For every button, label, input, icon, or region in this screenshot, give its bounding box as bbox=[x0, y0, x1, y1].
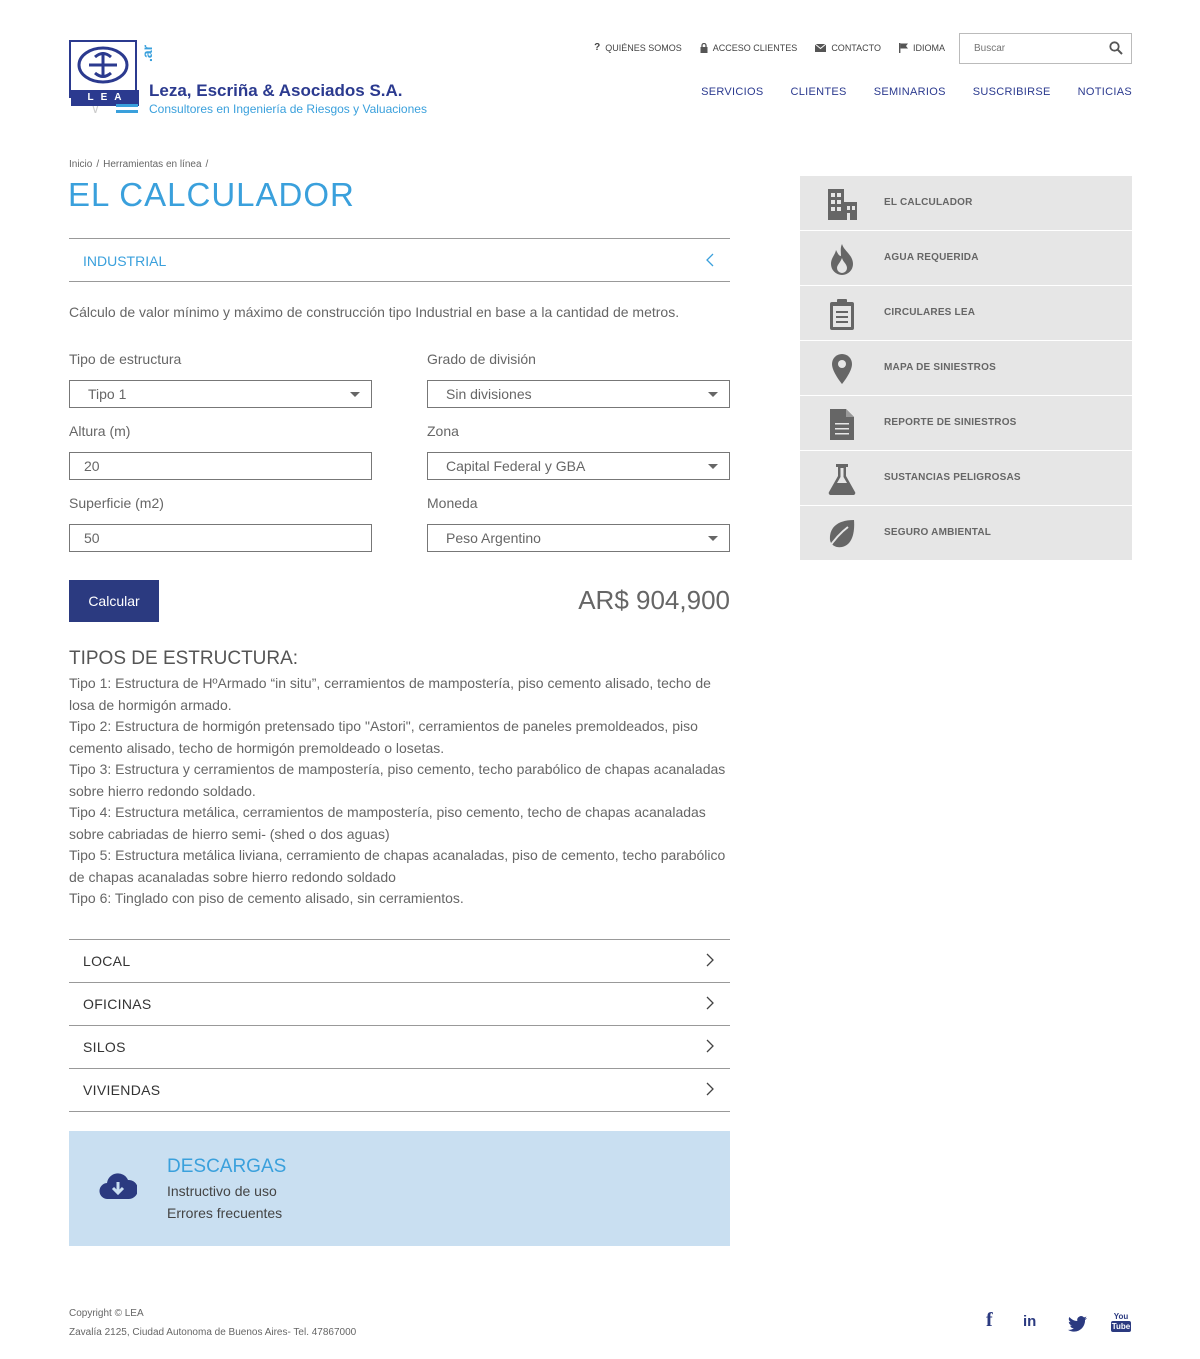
tools-sidebar bbox=[800, 176, 1132, 561]
cloud-download-icon bbox=[99, 1171, 137, 1201]
sidebar-item-label: AGUA REQUERIDA bbox=[884, 252, 979, 263]
tipo-estructura-select[interactable] bbox=[69, 380, 372, 408]
map-pin-icon bbox=[826, 353, 858, 385]
nav-noticias[interactable]: NOTICIAS bbox=[1077, 86, 1132, 98]
calculation-result: AR$ 904,900 bbox=[578, 585, 730, 615]
nav-servicios[interactable]: SERVICIOS bbox=[701, 86, 764, 98]
select-value: Capital Federal y GBA bbox=[446, 458, 586, 474]
accordion-oficinas[interactable] bbox=[69, 982, 730, 1025]
sidebar-item-label: EL CALCULADOR bbox=[884, 197, 973, 208]
accordion-label: LOCAL bbox=[83, 953, 131, 969]
document-icon bbox=[826, 408, 858, 440]
sidebar-item-sustancias[interactable] bbox=[800, 451, 1132, 506]
sidebar-item-label: REPORTE DE SINIESTROS bbox=[884, 417, 1017, 428]
divider bbox=[69, 1111, 730, 1112]
sidebar-item-mapa-siniestros[interactable] bbox=[800, 341, 1132, 396]
nav-clientes[interactable]: CLIENTES bbox=[790, 86, 847, 98]
sidebar-item-circulares[interactable] bbox=[800, 286, 1132, 341]
main-nav bbox=[701, 86, 1132, 98]
envelope-icon bbox=[815, 44, 826, 52]
logo-bars bbox=[116, 104, 138, 116]
page-title: EL CALCULADOR bbox=[68, 176, 355, 213]
grado-division-select[interactable] bbox=[427, 380, 730, 408]
moneda-select[interactable] bbox=[427, 524, 730, 552]
youtube-icon[interactable] bbox=[1111, 1312, 1131, 1334]
topnav-quienes-somos[interactable] bbox=[594, 42, 682, 53]
topnav-contacto[interactable] bbox=[815, 42, 881, 53]
youtube-bottom: Tube bbox=[1111, 1322, 1131, 1331]
facebook-icon[interactable]: f bbox=[986, 1309, 993, 1331]
search-input[interactable] bbox=[960, 34, 1090, 63]
type-description: Tipo 3: Estructura y cerramientos de mampostería, piso cemento, techo parabólico de chapas acanaladas sobre hierro redondo soldado. bbox=[69, 761, 726, 799]
type-description: Tipo 6: Tinglado con piso de cemento alisado, sin cerramientos. bbox=[69, 890, 464, 906]
logo-emblem bbox=[69, 40, 137, 103]
breadcrumb-inicio[interactable]: Inicio bbox=[69, 159, 93, 170]
moneda-label: Moneda bbox=[427, 495, 478, 511]
caret-down-icon bbox=[708, 464, 718, 469]
accordion-industrial[interactable] bbox=[69, 238, 730, 282]
tipo-estructura-label: Tipo de estructura bbox=[69, 351, 182, 367]
downloads-title: DESCARGAS bbox=[167, 1156, 287, 1177]
altura-label: Altura (m) bbox=[69, 423, 131, 439]
sidebar-item-label: CIRCULARES LEA bbox=[884, 307, 976, 318]
accordion-label: OFICINAS bbox=[83, 996, 152, 1012]
nav-suscribirse[interactable]: SUSCRIBIRSE bbox=[972, 86, 1051, 98]
topnav-label: IDIOMA bbox=[912, 42, 945, 53]
sidebar-item-agua-requerida[interactable] bbox=[800, 231, 1132, 286]
linkedin-icon[interactable]: in bbox=[1023, 1313, 1037, 1330]
chevron-right-icon bbox=[706, 1082, 714, 1096]
accordion-viviendas[interactable] bbox=[69, 1068, 730, 1111]
brand-name: Leza, Escriña & Asociados S.A. bbox=[149, 81, 403, 100]
caret-down-icon bbox=[708, 536, 718, 541]
zona-label: Zona bbox=[427, 423, 459, 439]
flag-icon bbox=[899, 43, 908, 53]
top-nav bbox=[594, 42, 945, 53]
select-value: Peso Argentino bbox=[446, 530, 541, 546]
logo-badge: LEA bbox=[71, 90, 139, 106]
calcular-button[interactable]: Calcular bbox=[69, 580, 159, 622]
nav-seminarios[interactable]: SEMINARIOS bbox=[873, 86, 946, 98]
accordion-silos[interactable] bbox=[69, 1025, 730, 1068]
type-description: Tipo 4: Estructura metálica, cerramientos de mampostería, piso cemento, techo de chapas acanaladas sobre cabriadas de hierro semi- (shed o dos aguas) bbox=[69, 804, 706, 842]
download-link-errores[interactable]: Errores frecuentes bbox=[167, 1205, 283, 1221]
chevron-left-icon bbox=[706, 253, 714, 267]
select-value: Sin divisiones bbox=[446, 386, 532, 402]
chevron-right-icon bbox=[706, 996, 714, 1010]
topnav-label: QUIÉNES SOMOS bbox=[605, 42, 682, 53]
clipboard-icon bbox=[826, 298, 858, 330]
topnav-idioma[interactable] bbox=[899, 42, 945, 53]
brand-logo[interactable] bbox=[69, 34, 449, 118]
breadcrumb: Inicio / Herramientas en línea / bbox=[69, 159, 209, 170]
topnav-label: ACCESO CLIENTES bbox=[712, 42, 798, 53]
sidebar-item-calculador[interactable] bbox=[800, 176, 1132, 231]
accordion-label: SILOS bbox=[83, 1039, 126, 1055]
sidebar-item-label: SEGURO AMBIENTAL bbox=[884, 527, 992, 538]
breadcrumb-herramientas[interactable]: Herramientas en línea bbox=[103, 159, 202, 170]
topnav-acceso-clientes[interactable] bbox=[700, 42, 798, 53]
topnav-label: CONTACTO bbox=[831, 42, 881, 53]
grado-division-label: Grado de división bbox=[427, 351, 536, 367]
type-description: Tipo 2: Estructura de hormigón pretensado tipo "Astori", cerramientos de paneles premoldeados, piso cemento alisado, techo de hormigón premoldeado o losetas. bbox=[69, 718, 698, 756]
altura-input[interactable]: 20 bbox=[69, 452, 372, 480]
chevron-right-icon bbox=[706, 953, 714, 967]
downloads-panel bbox=[69, 1131, 730, 1246]
download-link-instructivo[interactable]: Instructivo de uso bbox=[167, 1183, 277, 1199]
caret-down-icon bbox=[350, 392, 360, 397]
type-description: Tipo 5: Estructura metálica liviana, cerramiento de chapas acanaladas, piso de cemento, techo parabólico de chapas acanaladas sobre hierro redondo soldado bbox=[69, 847, 726, 885]
leaf-icon bbox=[826, 518, 858, 550]
youtube-top: You bbox=[1113, 1312, 1129, 1321]
caret-down-icon bbox=[708, 392, 718, 397]
footer-copyright: Copyright © LEA bbox=[69, 1308, 144, 1319]
superficie-label: Superficie (m2) bbox=[69, 495, 164, 511]
sidebar-item-seguro-ambiental[interactable] bbox=[800, 506, 1132, 561]
select-value: Tipo 1 bbox=[88, 386, 127, 402]
fire-icon bbox=[826, 243, 858, 275]
sidebar-item-label: SUSTANCIAS PELIGROSAS bbox=[884, 472, 1021, 483]
types-heading: TIPOS DE ESTRUCTURA: bbox=[69, 648, 299, 669]
lock-icon bbox=[700, 43, 708, 53]
logo-tld: .ar bbox=[139, 44, 155, 62]
sidebar-item-label: MAPA DE SINIESTROS bbox=[884, 362, 996, 373]
question-icon: ? bbox=[594, 42, 601, 53]
logo-emblem-icon bbox=[75, 44, 131, 86]
search-icon[interactable] bbox=[1109, 41, 1123, 55]
accordion-label: INDUSTRIAL bbox=[83, 253, 167, 269]
superficie-input[interactable]: 50 bbox=[69, 524, 372, 552]
brand-tagline: Consultores en Ingeniería de Riesgos y Valuaciones bbox=[149, 102, 427, 116]
logo-chevron-icon: ∨ bbox=[91, 102, 100, 116]
accordion-label: VIVIENDAS bbox=[83, 1082, 161, 1098]
types-list bbox=[69, 673, 731, 910]
accordion-local[interactable] bbox=[69, 939, 730, 982]
search-box bbox=[959, 33, 1132, 64]
sidebar-item-reporte-siniestros[interactable] bbox=[800, 396, 1132, 451]
calculator-description: Cálculo de valor mínimo y máximo de construcción tipo Industrial en base a la cantidad de metros. bbox=[69, 304, 680, 320]
flask-icon bbox=[826, 463, 858, 495]
chevron-right-icon bbox=[706, 1039, 714, 1053]
footer-address: Zavalía 2125, Ciudad Autonoma de Buenos Aires- Tel. 47867000 bbox=[69, 1327, 357, 1338]
building-icon bbox=[826, 188, 858, 220]
zona-select[interactable] bbox=[427, 452, 730, 480]
twitter-icon[interactable] bbox=[1068, 1313, 1087, 1335]
type-description: Tipo 1: Estructura de HºArmado “in situ”, cerramientos de mampostería, piso cemento alisado, techo de losa de hormigón armado. bbox=[69, 675, 711, 713]
